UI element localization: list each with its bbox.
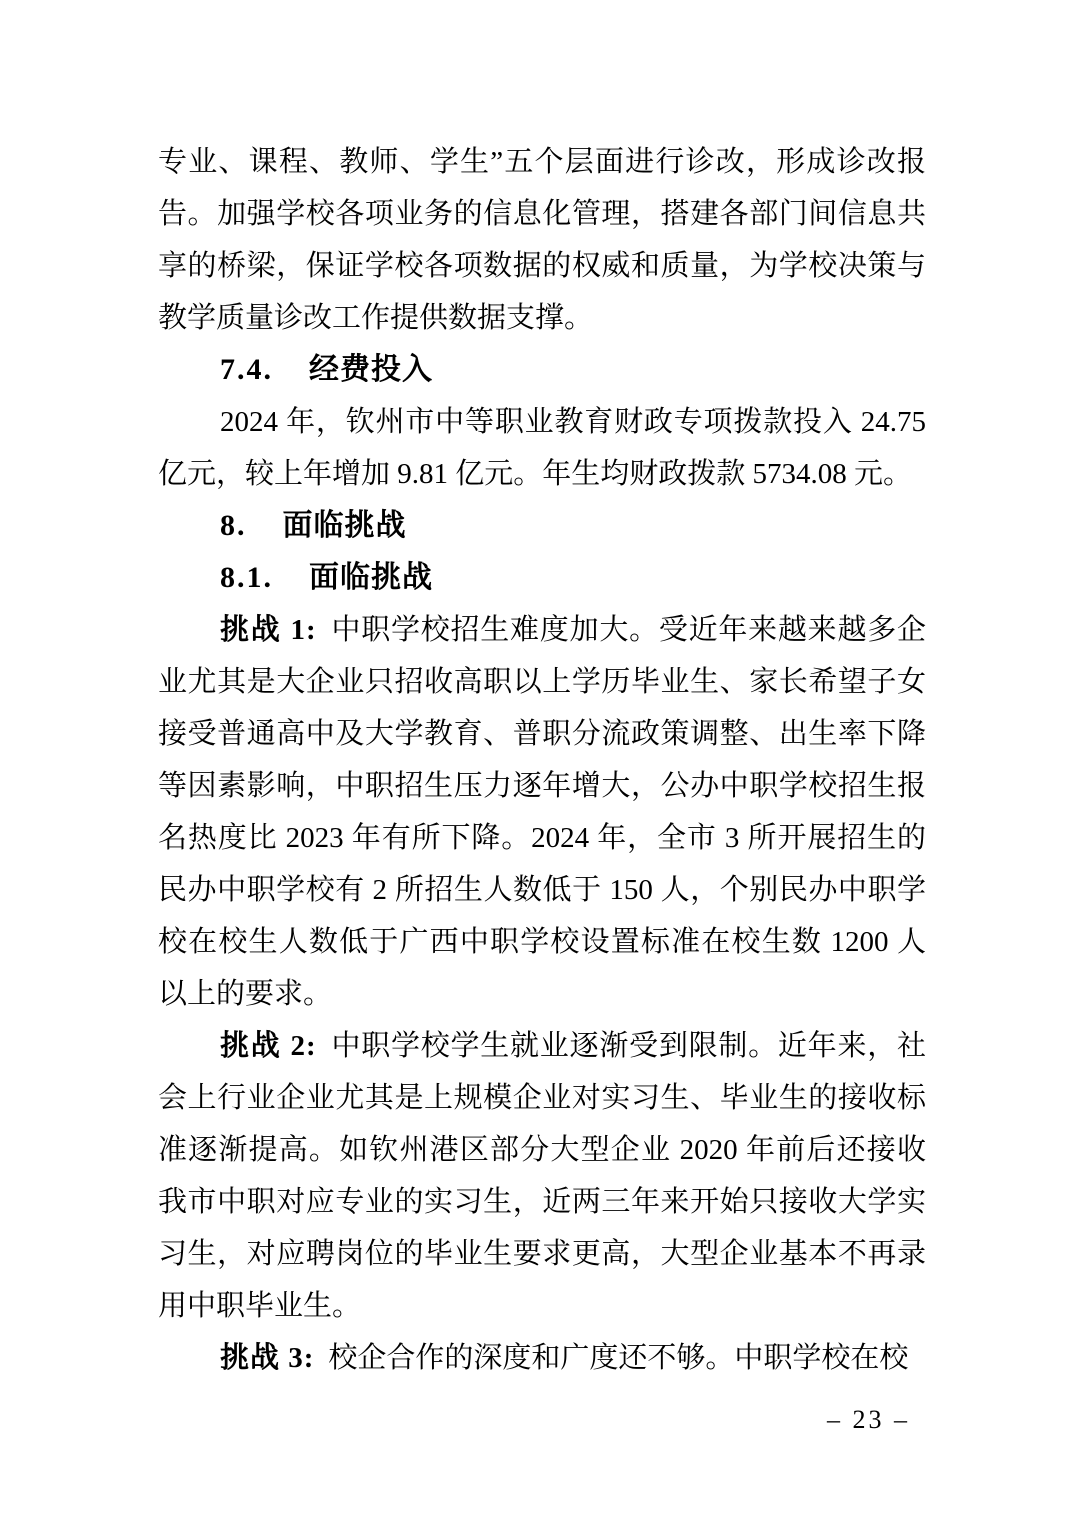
section-heading-8-1-title: 面临挑战: [309, 561, 433, 594]
page-content: [158, 136, 926, 1384]
challenge-3-text: 校企合作的深度和广度还不够。中职学校在校: [328, 1342, 909, 1374]
section-heading-8-title: 面临挑战: [282, 509, 407, 542]
section-heading-8-1-number: 8.1.: [220, 561, 273, 594]
section-heading-8-number: 8.: [220, 509, 247, 542]
challenge-1-text: 中职学校招生难度加大。受近年来越来越多企业尤其是大企业只招收高职以上学历毕业生、家长希望子女接受普通高中及大学教育、普职分流政策调整、出生率下降等因素影响，中职招生压力逐年增大，公办中职学校招生报名热度比 2023 年有所下降。2024 年，全市 3 所开展招生的民办中职学校有 2 所招生人数低于 150 人，个别民办中职学校在校生人数低于广西中职学校设置标准在校生数 1200 人以上的要求。: [158, 614, 926, 1010]
challenge-3-label: 挑战 3:: [220, 1342, 315, 1374]
page-footer: [827, 1402, 910, 1438]
section-heading-7-4-number: 7.4.: [220, 353, 273, 386]
section-heading-8-1: [158, 552, 926, 604]
section-heading-8: [158, 500, 926, 552]
page-number: – 23 –: [827, 1405, 910, 1434]
section-heading-7-4-title: 经费投入: [309, 353, 433, 386]
challenge-2-label: 挑战 2:: [220, 1030, 317, 1062]
paragraph-challenge-1: [158, 604, 926, 1020]
section-heading-7-4: [158, 344, 926, 396]
challenge-2-text: 中职学校学生就业逐渐受到限制。近年来，社会上行业企业尤其是上规模企业对实习生、毕业生的接收标准逐渐提高。如钦州港区部分大型企业 2020 年前后还接收我市中职对应专业的实习生，近两三年来开始只接收大学实习生，对应聘岗位的毕业生要求更高，大型企业基本不再录用中职毕业生。: [158, 1030, 926, 1322]
paragraph-quality-diagnosis-continuation: 专业、课程、教师、学生”五个层面进行诊改，形成诊改报告。加强学校各项业务的信息化管理，搭建各部门间信息共享的桥梁，保证学校各项数据的权威和质量，为学校决策与教学质量诊改工作提供数据支撑。: [158, 146, 926, 334]
paragraph-funding: 2024 年，钦州市中等职业教育财政专项拨款投入 24.75 亿元，较上年增加 9.81 亿元。年生均财政拨款 5734.08 元。: [158, 406, 926, 490]
paragraph-challenge-2: [158, 1020, 926, 1332]
paragraph-challenge-3: [158, 1332, 926, 1384]
challenge-1-label: 挑战 1:: [220, 614, 317, 646]
